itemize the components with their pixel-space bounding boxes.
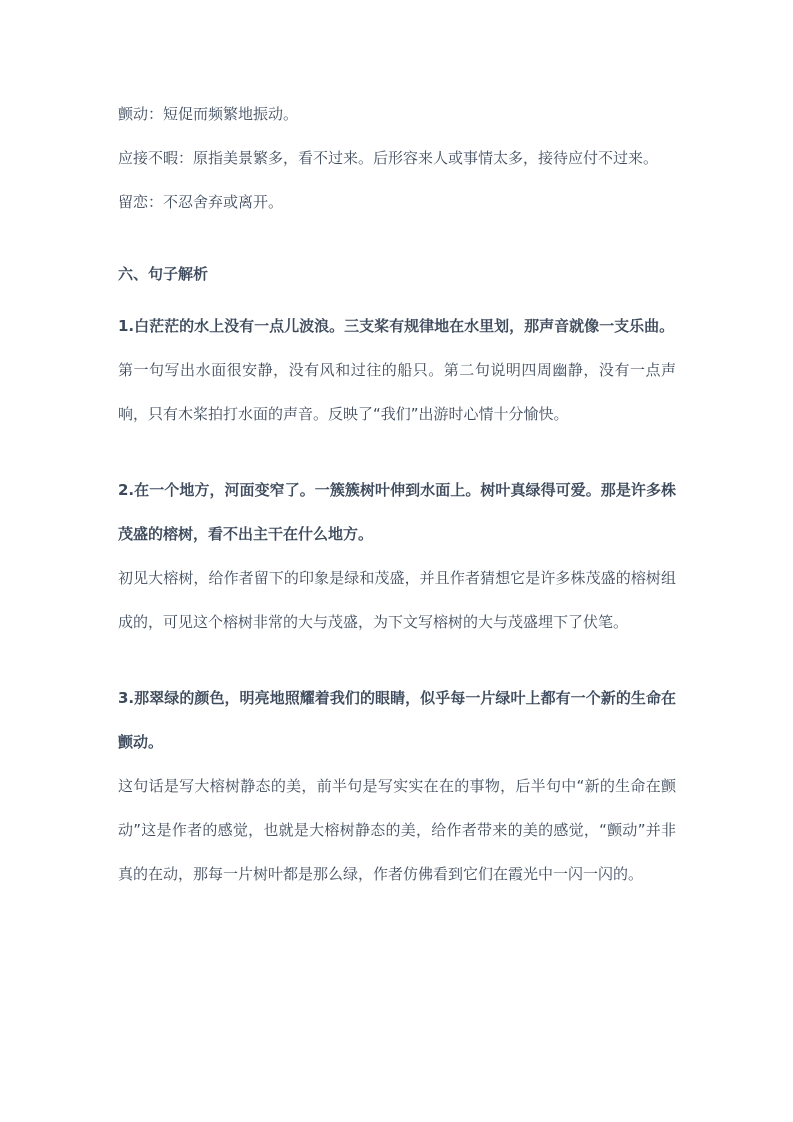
sentence-text-2: 2.在一个地方，河面变窄了。一簇簇树叶伸到水面上。树叶真绿得可爱。那是许多株茂盛的榕树，看不出主干在什么地方。 [118,481,676,543]
definition-liulian: 留恋：不忍舍弃或离开。 [118,193,284,211]
sentence-text-1: 1.白茫茫的水上没有一点儿波浪。三支桨有规律地在水里划，那声音就像一支乐曲。 [118,317,675,335]
sentence-item-3 [118,676,676,896]
definition-chandong: 颤动：短促而频繁地振动。 [118,105,299,123]
definition-yingjiebuxia: 应接不暇：原指美景繁多，看不过来。后形容来人或事情太多，接待应付不过来。 [118,149,659,167]
document-content [118,92,676,896]
sentence-analysis-3: 这句话是写大榕树静态的美，前半句是写实实在在的事物，后半句中“新的生命在颤动”这是作者的感觉，也就是大榕树静态的美，给作者带来的美的感觉，“颤动”并非真的在动，那每一片树叶都是那么绿，作者仿佛看到它们在霞光中一闪一闪的。 [118,777,676,883]
sentence-item-2 [118,468,676,644]
sentence-item-1 [118,304,676,436]
sentence-analysis-1: 第一句写出水面很安静，没有风和过往的船只。第二句说明四周幽静，没有一点声响，只有木桨拍打水面的声音。反映了“我们”出游时心情十分愉快。 [118,361,676,423]
sentence-analysis-2: 初见大榕树，给作者留下的印象是绿和茂盛，并且作者猜想它是许多株茂盛的榕树组成的，可见这个榕树非常的大与茂盛，为下文写榕树的大与茂盛埋下了伏笔。 [118,569,676,631]
section-heading: 六、句子解析 [118,265,209,283]
sentence-text-3: 3.那翠绿的颜色，明亮地照耀着我们的眼睛，似乎每一片绿叶上都有一个新的生命在颤动。 [118,689,676,751]
